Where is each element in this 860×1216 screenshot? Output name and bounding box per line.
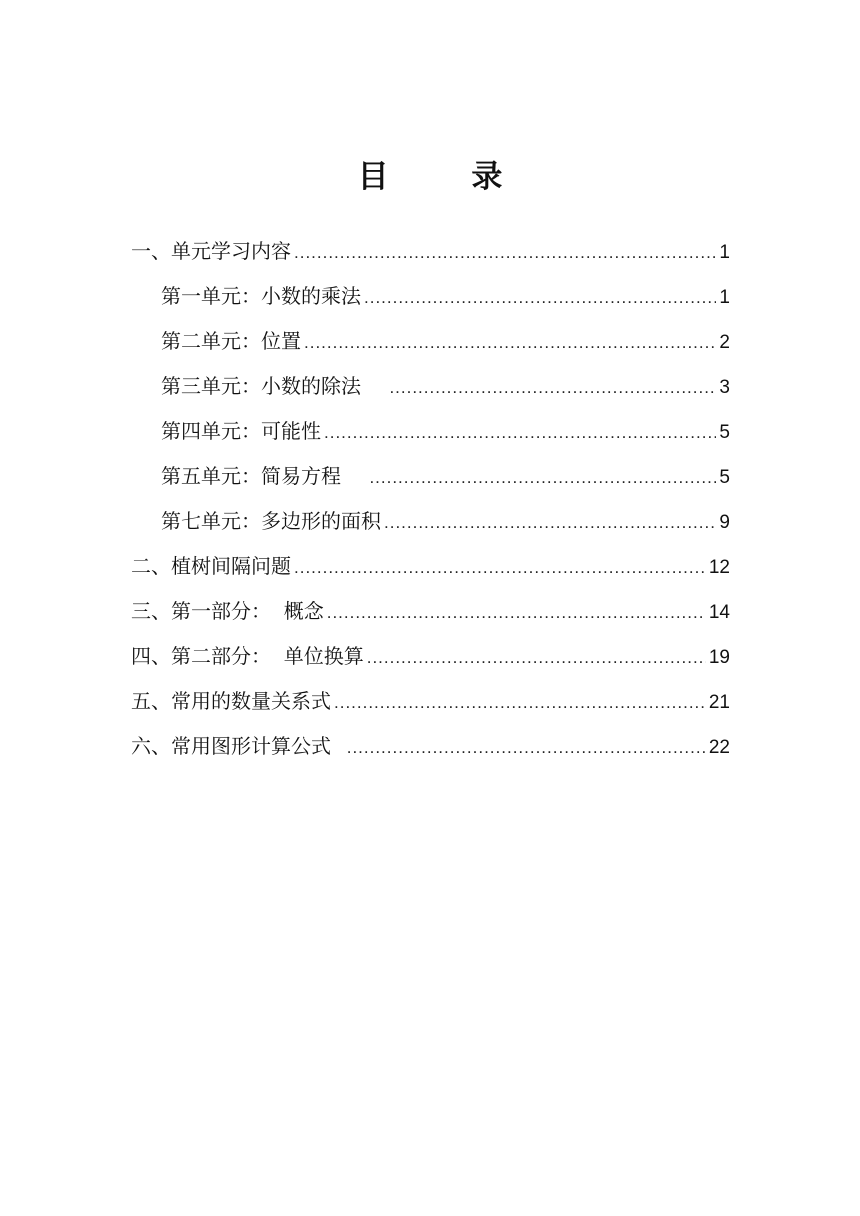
toc-entry-label: 五、常用的数量关系式 <box>131 689 331 713</box>
toc-entry-label: 三、第一部分： 概念 <box>131 599 324 623</box>
toc-entry[interactable] <box>131 503 730 548</box>
toc-leader-dots <box>367 640 706 676</box>
toc-entry-label: 第七单元：多边形的面积 <box>161 509 381 533</box>
toc-entry-label: 第四单元：可能性 <box>161 419 321 443</box>
toc-entry[interactable] <box>131 368 730 413</box>
toc-entry-page: 12 <box>708 557 730 578</box>
toc-entry-label: 一、单元学习内容 <box>131 239 291 263</box>
toc-entry-page: 21 <box>708 692 730 713</box>
toc-leader-dots <box>347 730 706 766</box>
toc-entry[interactable] <box>131 413 730 458</box>
toc-entry[interactable] <box>131 548 730 593</box>
toc-entry[interactable] <box>131 323 730 368</box>
toc-entry[interactable] <box>131 593 730 638</box>
toc-entry-page: 2 <box>719 332 730 353</box>
toc-entry[interactable] <box>131 638 730 683</box>
toc-entry-label: 第五单元：简易方程 <box>161 464 367 488</box>
toc-leader-dots <box>384 505 716 541</box>
toc-entry-page: 22 <box>708 737 730 758</box>
toc-entry-label: 四、第二部分： 单位换算 <box>131 644 364 668</box>
toc-entry-page: 19 <box>708 647 730 668</box>
toc-leader-dots <box>324 415 716 451</box>
toc-entry[interactable] <box>131 278 730 323</box>
toc-list <box>131 233 730 773</box>
toc-leader-dots <box>327 595 706 631</box>
toc-leader-dots <box>364 280 716 316</box>
toc-leader-dots <box>369 460 716 496</box>
toc-entry-page: 14 <box>708 602 730 623</box>
toc-leader-dots <box>334 685 706 721</box>
toc-entry-label: 第一单元：小数的乘法 <box>161 284 361 308</box>
toc-title: 目 录 <box>357 159 539 195</box>
toc-entry[interactable] <box>131 458 730 503</box>
toc-entry-page: 5 <box>719 422 730 443</box>
toc-entry-label: 第三单元：小数的除法 <box>161 374 387 398</box>
toc-leader-dots <box>389 370 716 406</box>
toc-entry-page: 3 <box>719 377 730 398</box>
toc-entry-label: 六、常用图形计算公式 <box>131 734 344 758</box>
toc-entry-page: 1 <box>719 287 730 308</box>
toc-leader-dots <box>294 235 716 271</box>
toc-leader-dots <box>294 550 706 586</box>
toc-entry-label: 第二单元：位置 <box>161 329 301 353</box>
toc-entry[interactable] <box>131 683 730 728</box>
toc-entry-page: 9 <box>719 512 730 533</box>
toc-leader-dots <box>304 325 716 361</box>
toc-entry-page: 1 <box>719 242 730 263</box>
toc-entry-label: 二、植树间隔问题 <box>131 554 291 578</box>
toc-entry-page: 5 <box>719 467 730 488</box>
toc-entry[interactable] <box>131 233 730 278</box>
toc-entry[interactable] <box>131 728 730 773</box>
